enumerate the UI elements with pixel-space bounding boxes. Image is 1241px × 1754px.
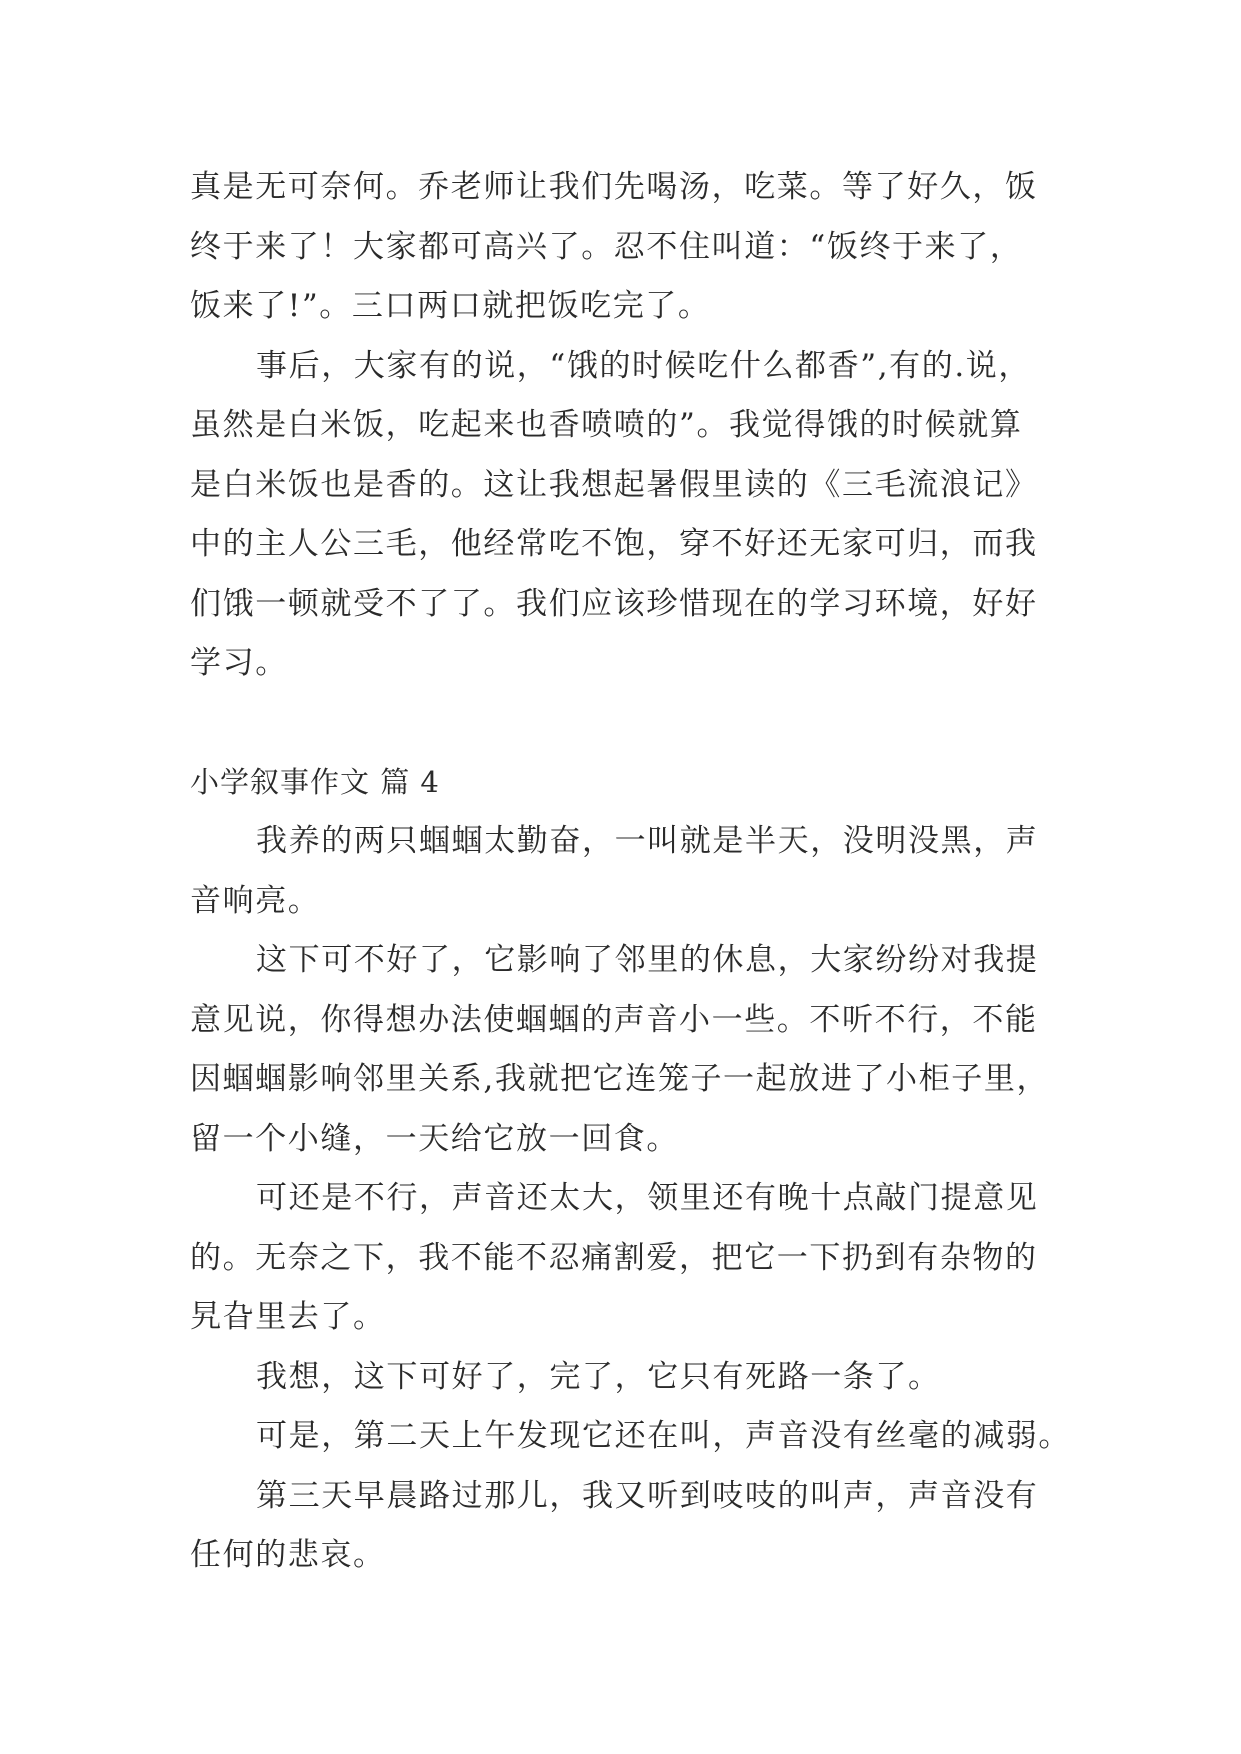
text-line: 事后，大家有的说，“饿的时候吃什么都香”,有的.说， [256, 347, 1032, 384]
text-line: 的。无奈之下，我不能不忍痛割爱，把它一下扔到有杂物的 [190, 1239, 1038, 1276]
section-gap [190, 694, 1070, 753]
paragraph [190, 1407, 1070, 1467]
paragraph [190, 931, 1070, 1169]
text-line: 这下可不好了，它影响了邻里的休息，大家纷纷对我提 [256, 942, 1039, 978]
paragraph [190, 1348, 1070, 1408]
paragraph [190, 1467, 1070, 1586]
section-heading: 小学叙事作文 篇 4 [190, 764, 440, 799]
text-line: 意见说，你得想办法使蝈蝈的声音小一些。不听不行，不能 [190, 1001, 1038, 1038]
text-line: 我养的两只蝈蝈太勤奋，一叫就是半天，没明没黑，声 [256, 823, 1039, 859]
paragraph [190, 1169, 1070, 1348]
document-page [190, 158, 1070, 1586]
text-line: 可是，第二天上午发现它还在叫，声音没有丝毫的减弱。 [256, 1418, 1071, 1454]
text-line: 我想，这下可好了，完了，它只有死路一条了。 [256, 1358, 941, 1395]
text-line: 因蝈蝈影响邻里关系,我就把它连笼子一起放进了小柜子里， [190, 1061, 1050, 1097]
text-line: 终于来了！大家都可高兴了。忍不住叫道：“饭终于来了， [190, 228, 1023, 265]
continued-paragraph [190, 158, 1070, 337]
text-line: 音响亮。 [190, 882, 321, 919]
text-line: 饭来了!”。三口两口就把饭吃完了。 [190, 288, 711, 324]
text-line: 真是无可奈何。乔老师让我们先喝汤，吃菜。等了好久，饭 [190, 169, 1038, 205]
text-line: 们饿一顿就受不了了。我们应该珍惜现在的学习环境，好好 [190, 585, 1038, 622]
paragraph [190, 337, 1070, 694]
text-line: 留一个小缝，一天给它放一回食。 [190, 1120, 679, 1157]
text-line: 旯旮里去了。 [190, 1299, 386, 1335]
text-line: 学习。 [190, 645, 288, 681]
text-line: 虽然是白米饭，吃起来也香喷喷的”。我觉得饿的时候就算 [190, 407, 1023, 443]
text-line: 中的主人公三毛，他经常吃不饱，穿不好还无家可归，而我 [190, 526, 1038, 562]
text-line: 任何的悲哀。 [190, 1537, 386, 1573]
text-line: 第三天早晨路过那儿，我又听到吱吱的叫声，声音没有 [256, 1477, 1039, 1514]
paragraph [190, 812, 1070, 931]
text-line: 是白米饭也是香的。这让我想起暑假里读的《三毛流浪记》 [190, 466, 1038, 503]
text-line: 可还是不行，声音还太大，领里还有晚十点敲门提意见 [256, 1180, 1039, 1216]
